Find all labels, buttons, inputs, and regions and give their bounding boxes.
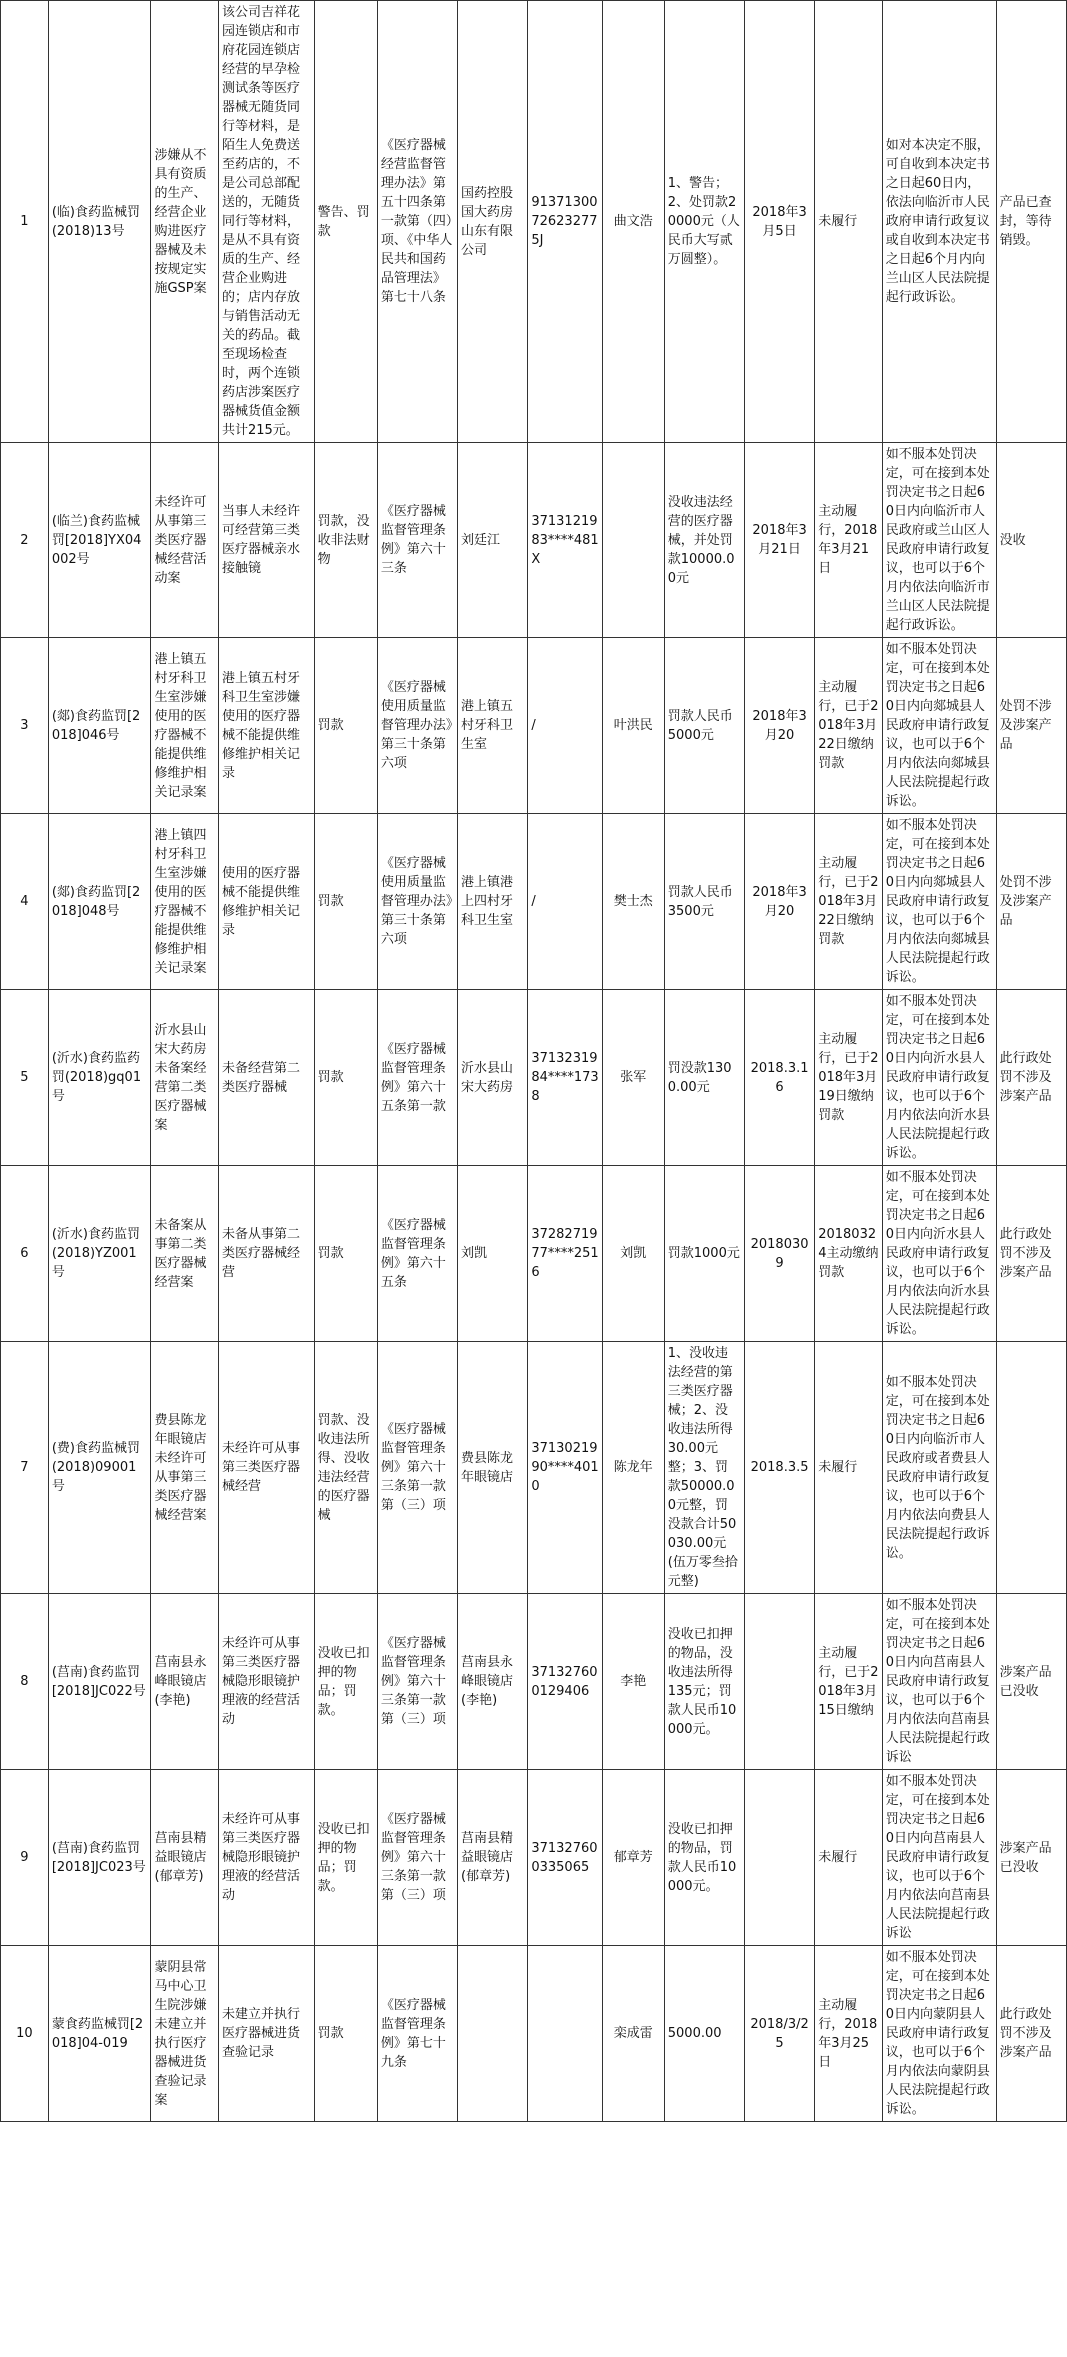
case-number: 蒙食药监械罚[2018]04-019 [51,2016,144,2051]
party-name: 刘凯 [461,1246,488,1261]
penalty-result: 5000.00 [667,2026,722,2041]
penalty-type-cell [314,638,377,814]
violation-facts: 未经许可从事第三类医疗器械隐形眼镜护理液的经营活动 [221,1812,300,1903]
case-number: (临兰)食药监械罚[2018]YX04002号 [51,513,142,567]
case-name: 港上镇四村牙科卫生室涉嫌使用的医疗器械不能提供维修维护相关记录案 [154,827,207,976]
execution-status-cell [815,1,883,443]
violation-facts-cell [218,814,314,990]
legal-basis-cell [377,1770,457,1946]
party-name-cell [458,814,528,990]
credit-code: 3728271977****2516 [531,1227,599,1280]
row-number-cell [1,1594,49,1770]
penalty-result: 罚款1000元 [667,1246,740,1261]
remark-cell [996,1594,1066,1770]
penalty-type: 罚款 [317,718,344,733]
case-number-cell [48,814,151,990]
execution-status: 未履行 [818,1850,858,1865]
decision-date: 2018/3/25 [750,2016,809,2051]
remark-cell [996,990,1066,1166]
table-row [1,1,1067,443]
execution-status: 主动履行，已于2018年3月22日缴纳罚款 [818,680,879,771]
penalty-result-cell [664,1946,744,2122]
legal-basis-cell [377,638,457,814]
penalty-result: 没收已扣押的物品，没收违法所得135元；罚款人民币10000元。 [667,1626,737,1737]
row-number: 2 [20,532,29,548]
remedy-notice: 如不服本处罚决定，可在接到本处罚决定书之日起60日内向郯城县人民政府申请行政复议，也可以于6个月内依法向郯城县人民法院提起行政诉讼。 [885,642,990,809]
penalty-type: 罚款 [317,1246,344,1261]
table-row [1,1770,1067,1946]
legal-representative-cell [602,814,664,990]
case-number: (莒南)食药监罚[2018]JC023号 [51,1840,146,1875]
legal-basis-cell [377,1594,457,1770]
row-number: 1 [20,214,29,229]
decision-date-cell [744,1,814,443]
remedy-notice-cell [882,990,996,1166]
case-name-cell [151,638,219,814]
case-name: 港上镇五村牙科卫生室涉嫌使用的医疗器械不能提供维修维护相关记录案 [154,651,207,800]
violation-facts-cell [218,638,314,814]
violation-facts: 未经许可从事第三类医疗器械隐形眼镜护理液的经营活动 [221,1636,300,1727]
legal-representative: 李艳 [620,1674,647,1689]
penalty-type: 没收已扣押的物品；罚款。 [317,1821,370,1894]
execution-status: 主动履行，已于2018年3月15日缴纳 [818,1645,879,1718]
case-number: (郯)食药监罚[2018]048号 [51,884,141,919]
case-name: 莒南县永峰眼镜店(李艳) [154,1655,207,1708]
execution-status: 主动履行，已于2018年3月22日缴纳罚款 [818,856,879,947]
penalty-type-cell [314,990,377,1166]
penalty-result-cell [664,1594,744,1770]
penalty-type-cell [314,1342,377,1594]
penalty-type: 罚款 [317,894,344,909]
legal-basis: 《医疗器械经营监督管理办法》第五十四条第一款第（四）项、《中华人民共和国药品管理法》第七十八条 [380,138,453,305]
execution-status-cell [815,1166,883,1342]
remark: 处罚不涉及涉案产品 [999,875,1052,928]
remark-cell [996,1770,1066,1946]
legal-representative-cell [602,1,664,443]
legal-basis-cell [377,1,457,443]
decision-date-cell [744,1166,814,1342]
legal-basis-cell [377,1342,457,1594]
execution-status: 主动履行，已于2018年3月19日缴纳罚款 [818,1032,879,1123]
remark-cell [996,443,1066,638]
remark-cell [996,1,1066,443]
violation-facts: 港上镇五村牙科卫生室涉嫌使用的医疗器械不能提供维修维护相关记录 [221,670,300,781]
credit-code-cell [528,990,603,1166]
penalty-type-cell [314,1770,377,1946]
remedy-notice: 如对本决定不服，可自收到本决定书之日起60日内，依法向临沂市人民政府申请行政复议或自收到本决定书之日起6个月内向兰山区人民法院提起行政诉讼。 [885,138,990,305]
execution-status-cell [815,1594,883,1770]
row-number: 7 [20,1460,29,1475]
case-number: (郯)食药监罚[2018]046号 [51,708,141,743]
remedy-notice-cell [882,1166,996,1342]
remedy-notice-cell [882,1770,996,1946]
legal-representative: 刘凯 [620,1246,647,1261]
penalty-result-cell [664,638,744,814]
penalty-type-cell [314,1946,377,2122]
case-number-cell [48,1,151,443]
legal-basis-cell [377,814,457,990]
row-number: 9 [20,1850,29,1865]
penalty-type: 罚款、没收违法所得、没收违法经营的医疗器械 [317,1412,370,1523]
case-number-cell [48,1166,151,1342]
decision-date-cell [744,443,814,638]
party-name-cell [458,443,528,638]
party-name: 刘廷江 [461,532,501,548]
table-row [1,1166,1067,1342]
case-name-cell [151,1,219,443]
decision-date: 2018年3月20 [752,708,807,743]
case-name-cell [151,1770,219,1946]
case-number-cell [48,1770,151,1946]
penalty-type-cell [314,443,377,638]
remark: 涉案产品已没收 [999,1664,1052,1699]
party-name: 港上镇港上四村牙科卫生室 [461,875,514,928]
credit-code-cell [528,1946,603,2122]
remark: 此行政处罚不涉及涉案产品 [999,1227,1052,1280]
credit-code-cell [528,814,603,990]
execution-status: 主动履行，2018年3月21日 [818,504,878,576]
execution-status-cell [815,1770,883,1946]
violation-facts-cell [218,1594,314,1770]
decision-date: 2018年3月5日 [752,204,807,239]
case-number: (临)食药监械罚(2018)13号 [51,204,140,239]
decision-date-cell [744,1594,814,1770]
decision-date: 2018.3.5 [750,1460,809,1475]
legal-representative: 樊士杰 [613,894,653,909]
execution-status-cell [815,814,883,990]
remark: 此行政处罚不涉及涉案产品 [999,2007,1052,2060]
credit-code: 3713231984****1738 [531,1051,599,1104]
credit-code-cell [528,1342,603,1594]
decision-date: 2018年3月21日 [752,523,807,557]
penalty-type: 警告、罚款 [317,204,370,239]
row-number-cell [1,1166,49,1342]
penalty-result-cell [664,1,744,443]
penalty-type-cell [314,1,377,443]
table-row [1,814,1067,990]
table-row [1,990,1067,1166]
remark: 处罚不涉及涉案产品 [999,699,1052,752]
credit-code-cell [528,638,603,814]
table-row [1,1342,1067,1594]
legal-basis: 《医疗器械使用质量监督管理办法》第三十条第六项 [380,680,453,771]
remedy-notice: 如不服本处罚决定，可在接到本处罚决定书之日起60日内向郯城县人民政府申请行政复议，也可以于6个月内依法向郯城县人民法院提起行政诉讼。 [885,818,990,985]
party-name-cell [458,1,528,443]
remedy-notice: 如不服本处罚决定，可在接到本处罚决定书之日起60日内向蒙阴县人民政府申请行政复议，也可以于6个月内依法向蒙阴县人民法院提起行政诉讼。 [885,1950,990,2117]
row-number-cell [1,990,49,1166]
case-name: 未备案从事第二类医疗器械经营案 [154,1217,207,1290]
legal-representative-cell [602,638,664,814]
credit-code: 91371300726232775J [531,195,598,248]
row-number: 10 [16,2026,33,2041]
remedy-notice-cell [882,814,996,990]
remark-cell [996,638,1066,814]
case-name-cell [151,1342,219,1594]
party-name-cell [458,1342,528,1594]
row-number-cell [1,1770,49,1946]
remark: 没收 [999,532,1026,548]
legal-basis-cell [377,1946,457,2122]
penalty-result: 1、警告；2、处罚款20000元（人民币大写贰万圆整）。 [667,176,740,267]
legal-representative-cell [602,443,664,638]
execution-status: 未履行 [818,214,858,229]
case-name: 未经许可从事第三类医疗器械经营活动案 [154,494,207,586]
violation-facts-cell [218,1770,314,1946]
penalty-result-cell [664,1166,744,1342]
credit-code: / [531,894,536,909]
penalty-type-cell [314,1594,377,1770]
violation-facts: 该公司吉祥花园连锁店和市府花园连锁店经营的早孕检测试条等医疗器械无随货同行等材料，是陌生人免费送至药店的，不是公司总部配送的，无随货同行等材料，是从不具有资质的生产、经营企业购进的；店内存放与销售活动无关的药品。截至现场检查时，两个连锁药店涉案医疗器械货值金额共计215元。 [221,5,300,438]
party-name-cell [458,1946,528,2122]
remark-cell [996,814,1066,990]
penalty-type: 没收已扣押的物品；罚款。 [317,1645,370,1718]
penalty-result: 罚款人民币3500元 [667,884,733,919]
legal-representative: 曲文浩 [613,214,653,229]
violation-facts-cell [218,990,314,1166]
table-row [1,1946,1067,2122]
violation-facts-cell [218,443,314,638]
legal-basis-cell [377,443,457,638]
penalty-result: 1、没收违法经营的第三类医疗器械；2、没收违法所得30.00元整；3、罚款50000.00元整，罚没款合计50030.00元(伍万零叁拾元整) [667,1346,738,1589]
legal-representative-cell [602,1342,664,1594]
remedy-notice: 如不服本处罚决定，可在接到本处罚决定书之日起60日内向莒南县人民政府申请行政复议，也可以于6个月内依法向莒南县人民法院提起行政诉讼 [885,1598,990,1765]
violation-facts: 未建立并执行医疗器械进货查验记录 [221,2007,300,2060]
row-number: 4 [20,894,29,909]
decision-date-cell [744,638,814,814]
case-name: 沂水县山宋大药房未备案经营第二类医疗器械案 [154,1022,207,1133]
case-name-cell [151,990,219,1166]
credit-code-cell [528,443,603,638]
remark: 涉案产品已没收 [999,1840,1052,1875]
case-number-cell [48,1946,151,2122]
legal-representative-cell [602,1770,664,1946]
violation-facts: 使用的医疗器械不能提供维修维护相关记录 [221,865,300,938]
case-name-cell [151,1594,219,1770]
table-row [1,1594,1067,1770]
legal-basis-cell [377,1166,457,1342]
execution-status-cell [815,1342,883,1594]
execution-status: 未履行 [818,1460,858,1475]
remark-cell [996,1342,1066,1594]
penalty-type: 罚款 [317,2026,344,2041]
remedy-notice: 如不服本处罚决定，可在接到本处罚决定书之日起60日内向沂水县人民政府申请行政复议，也可以于6个月内依法向沂水县人民法院提起行政诉讼。 [885,1170,990,1337]
credit-code-cell [528,1770,603,1946]
legal-basis-cell [377,990,457,1166]
case-name-cell [151,1166,219,1342]
remark-cell [996,1166,1066,1342]
penalty-result: 罚没款1300.00元 [667,1060,732,1095]
row-number: 5 [20,1070,29,1085]
row-number: 6 [20,1246,29,1261]
party-name-cell [458,1166,528,1342]
remedy-notice-cell [882,1342,996,1594]
remedy-notice: 如不服本处罚决定，可在接到本处罚决定书之日起60日内向临沂市人民政府或兰山区人民政府申请行政复议，也可以于6个月内依法向临沂市兰山区人民法院提起行政诉讼。 [885,447,990,633]
remark-cell [996,1946,1066,2122]
remark: 此行政处罚不涉及涉案产品 [999,1051,1052,1104]
legal-basis: 《医疗器械监督管理条例》第七十九条 [380,1997,446,2070]
case-name: 涉嫌从不具有资质的生产、经营企业购进医疗器械及未按规定实施GSP案 [154,147,207,296]
penalty-result: 没收已扣押的物品，罚款人民币10000元。 [667,1821,737,1894]
penalty-type: 罚款 [317,1070,344,1085]
execution-status-cell [815,990,883,1166]
legal-basis: 《医疗器械监督管理条例》第六十三条第一款第（三）项 [380,1636,446,1727]
execution-status: 主动履行，2018年3月25日 [818,1997,878,2070]
legal-representative: 陈龙年 [613,1460,653,1475]
violation-facts-cell [218,1166,314,1342]
legal-basis: 《医疗器械使用质量监督管理办法》第三十条第六项 [380,856,453,947]
row-number-cell [1,638,49,814]
legal-representative: 叶洪民 [613,718,653,733]
credit-code: 3713121983****481X [531,513,599,567]
legal-basis: 《医疗器械监督管理条例》第六十五条第一款 [380,1041,446,1114]
penalty-result: 没收违法经营的医疗器械，并处罚款10000.00元 [667,494,735,586]
party-name: 费县陈龙年眼镜店 [461,1450,514,1485]
case-number-cell [48,1594,151,1770]
remedy-notice-cell [882,1,996,443]
violation-facts: 未备从事第二类医疗器械经营 [221,1227,300,1280]
row-number-cell [1,1342,49,1594]
legal-representative-cell [602,1594,664,1770]
decision-date-cell [744,1770,814,1946]
legal-representative: 张军 [620,1070,647,1085]
credit-code-cell [528,1166,603,1342]
case-number: (沂水)食药监药罚(2018)gq01号 [51,1051,142,1104]
party-name: 沂水县山宋大药房 [461,1060,514,1095]
remedy-notice: 如不服本处罚决定，可在接到本处罚决定书之日起60日内向临沂市人民政府或者费县人民政府申请行政复议，也可以于6个月内依法向费县人民法院提起行政诉讼。 [885,1374,990,1561]
legal-representative-cell [602,1166,664,1342]
penalty-result-cell [664,1342,744,1594]
execution-status-cell [815,638,883,814]
decision-date-cell [744,1946,814,2122]
row-number: 8 [20,1674,29,1689]
party-name-cell [458,1594,528,1770]
row-number-cell [1,1946,49,2122]
credit-code: 371327600335065 [531,1840,598,1875]
violation-facts-cell [218,1946,314,2122]
credit-code-cell [528,1,603,443]
case-number-cell [48,990,151,1166]
penalty-result-cell [664,814,744,990]
row-number-cell [1,814,49,990]
penalty-result-cell [664,443,744,638]
party-name: 莒南县永峰眼镜店(李艳) [461,1655,514,1708]
decision-date: 20180309 [750,1236,809,1271]
case-number: (费)食药监械罚(2018)09001号 [51,1441,140,1494]
remedy-notice-cell [882,443,996,638]
penalty-result-cell [664,990,744,1166]
party-name-cell [458,990,528,1166]
penalty-result: 罚款人民币5000元 [667,708,733,743]
legal-basis: 《医疗器械监督管理条例》第六十三条 [380,504,446,576]
execution-status-cell [815,443,883,638]
case-name: 莒南县精益眼镜店(郁章芳) [154,1831,207,1884]
decision-date-cell [744,814,814,990]
credit-code: / [531,718,536,733]
party-name: 国药控股国大药房山东有限公司 [461,185,514,258]
remedy-notice-cell [882,638,996,814]
remedy-notice-cell [882,1946,996,2122]
decision-date: 2018.3.16 [750,1060,809,1095]
party-name-cell [458,638,528,814]
legal-basis: 《医疗器械监督管理条例》第六十三条第一款第（三）项 [380,1812,446,1903]
row-number-cell [1,443,49,638]
execution-status-cell [815,1946,883,2122]
legal-representative-cell [602,990,664,1166]
credit-code: 3713021990****4010 [531,1441,599,1494]
violation-facts: 当事人未经许可经营第三类医疗器械亲水接触镜 [221,504,300,576]
execution-status: 20180324主动缴纳罚款 [818,1227,879,1280]
case-name-cell [151,1946,219,2122]
case-number: (沂水)食药监罚(2018)YZ001号 [51,1227,140,1280]
legal-basis: 《医疗器械监督管理条例》第六十三条第一款第（三）项 [380,1422,446,1513]
case-name: 蒙阴县常马中心卫生院涉嫌未建立并执行医疗器械进货查验记录案 [154,1959,207,2108]
table-row [1,638,1067,814]
violation-facts-cell [218,1342,314,1594]
legal-representative-cell [602,1946,664,2122]
credit-code-cell [528,1594,603,1770]
case-number: (莒南)食药监罚[2018]JC022号 [51,1664,146,1699]
remedy-notice: 如不服本处罚决定，可在接到本处罚决定书之日起60日内向莒南县人民政府申请行政复议，也可以于6个月内依法向莒南县人民法院提起行政诉讼 [885,1774,990,1941]
legal-basis: 《医疗器械监督管理条例》第六十五条 [380,1217,446,1290]
party-name: 港上镇五村牙科卫生室 [461,699,514,752]
penalty-type: 罚款，没收非法财物 [317,513,370,567]
case-name-cell [151,814,219,990]
table-row [1,443,1067,638]
remedy-notice-cell [882,1594,996,1770]
decision-date-cell [744,990,814,1166]
party-name-cell [458,1770,528,1946]
case-name: 费县陈龙年眼镜店未经许可从事第三类医疗器械经营案 [154,1412,207,1523]
decision-date: 2018年3月20 [752,884,807,919]
row-number-cell [1,1,49,443]
penalty-type-cell [314,814,377,990]
remark: 产品已查封，等待销毁。 [999,195,1052,248]
decision-date-cell [744,1342,814,1594]
legal-representative: 栾成雷 [613,2026,653,2041]
penalty-result-cell [664,1770,744,1946]
credit-code: 371327600129406 [531,1664,598,1699]
case-number-cell [48,638,151,814]
party-name: 莒南县精益眼镜店(郁章芳) [461,1831,514,1884]
violation-facts-cell [218,1,314,443]
violation-facts: 未备经营第二类医疗器械 [221,1060,300,1095]
case-number-cell [48,1342,151,1594]
case-number-cell [48,443,151,638]
remedy-notice: 如不服本处罚决定，可在接到本处罚决定书之日起60日内向沂水县人民政府申请行政复议，也可以于6个月内依法向沂水县人民法院提起行政诉讼。 [885,994,990,1161]
case-name-cell [151,443,219,638]
violation-facts: 未经许可从事第三类医疗器械经营 [221,1441,300,1494]
penalty-type-cell [314,1166,377,1342]
legal-representative: 郁章芳 [613,1850,653,1865]
row-number: 3 [20,718,29,733]
